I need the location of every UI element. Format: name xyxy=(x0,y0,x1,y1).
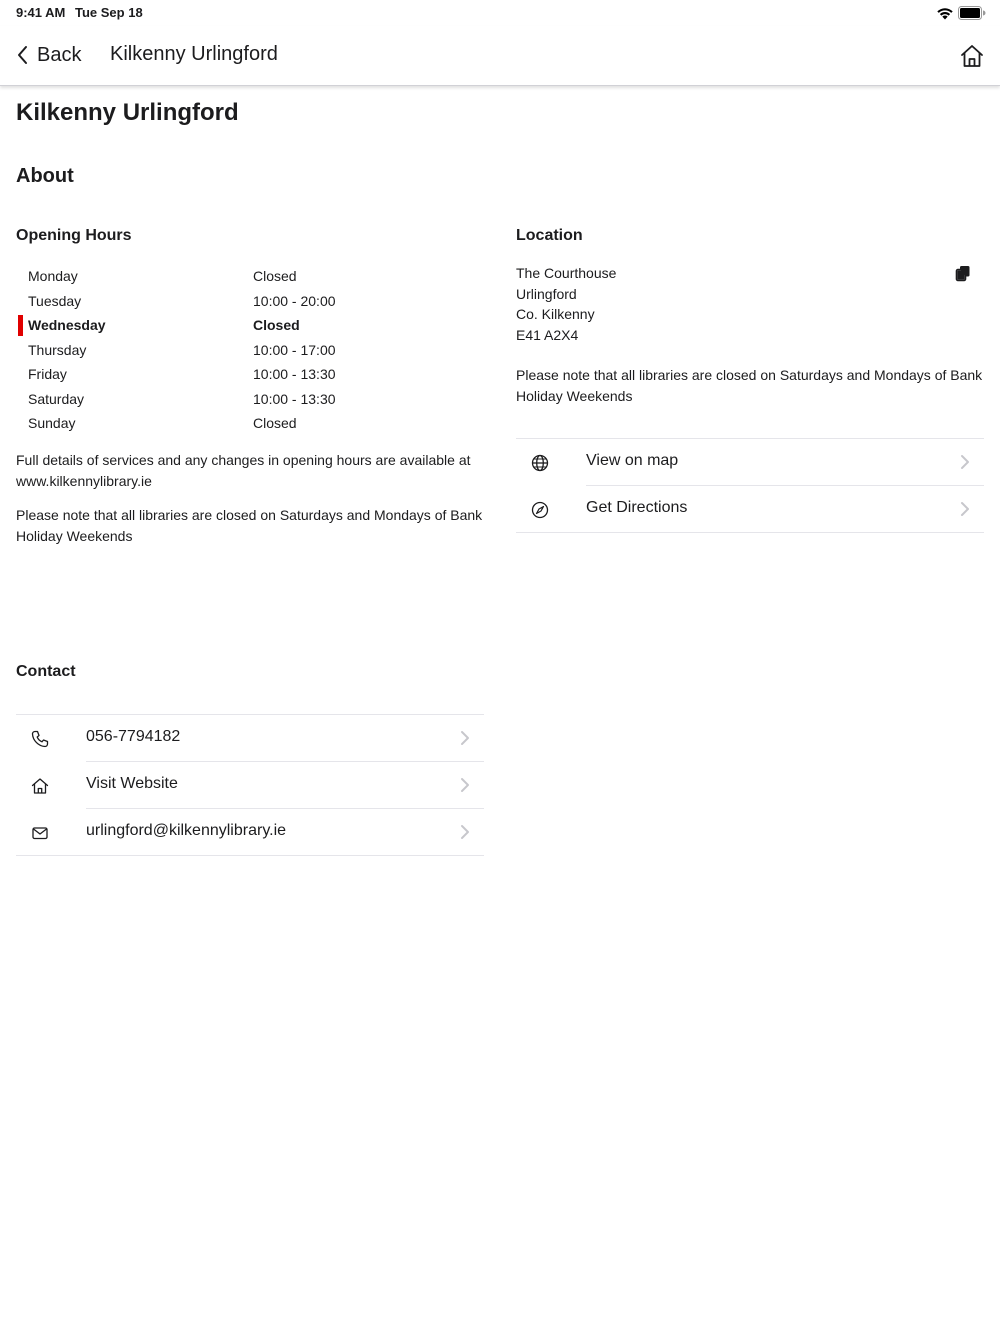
divider xyxy=(516,532,984,533)
battery-icon xyxy=(958,6,986,20)
hours-row xyxy=(16,411,486,436)
email-row[interactable] xyxy=(16,809,484,856)
view-on-map-label: View on map xyxy=(586,452,679,469)
hours-time: Closed xyxy=(253,415,297,431)
contact-heading: Contact xyxy=(16,663,76,680)
chevron-right-icon xyxy=(460,824,470,840)
hours-day: Monday xyxy=(28,268,78,284)
hours-row xyxy=(16,362,486,387)
mail-icon xyxy=(30,823,50,843)
note-line: Holiday Weekends xyxy=(516,387,633,404)
wifi-icon xyxy=(936,6,954,20)
hours-day: Saturday xyxy=(28,390,85,407)
phone-row[interactable] xyxy=(16,715,484,762)
hours-time: 10:00 - 17:00 xyxy=(253,341,336,358)
view-on-map-row[interactable] xyxy=(516,439,984,486)
chevron-right-icon xyxy=(460,777,470,793)
phone-number-label: 056-7794182 xyxy=(86,728,181,745)
hours-day: Sunday xyxy=(28,415,76,431)
hours-day: Friday xyxy=(28,366,67,382)
get-directions-row[interactable] xyxy=(516,486,984,533)
hours-row xyxy=(16,289,486,314)
note-line: Please note that all libraries are closed on Saturdays and Mondays of Bank xyxy=(16,507,483,523)
opening-hours-details xyxy=(16,450,471,491)
status-time: 9:41 AM xyxy=(16,5,66,20)
divider xyxy=(16,855,484,856)
about-heading: About xyxy=(16,165,74,187)
copy-icon[interactable] xyxy=(955,265,971,283)
note-line: Holiday Weekends xyxy=(16,527,133,544)
note-line: Please note that all libraries are closed on Saturdays and Mondays of Bank xyxy=(516,367,983,383)
today-marker xyxy=(18,315,23,336)
hours-row xyxy=(16,387,486,412)
globe-icon xyxy=(530,453,550,473)
opening-hours-heading: Opening Hours xyxy=(16,227,132,244)
status-date: Tue Sep 18 xyxy=(75,5,143,20)
location-note xyxy=(516,365,982,406)
address-line: The Courthouse xyxy=(516,265,617,281)
status-bar xyxy=(0,0,1000,26)
phone-icon xyxy=(30,729,50,749)
hours-row xyxy=(16,313,486,338)
hours-time: Closed xyxy=(253,268,297,284)
address-line: Urlingford xyxy=(516,285,577,302)
hours-day: Thursday xyxy=(28,341,87,358)
address xyxy=(516,263,616,345)
back-button[interactable] xyxy=(12,40,81,70)
visit-website-label: Visit Website xyxy=(86,775,178,792)
hours-row xyxy=(16,264,486,289)
chevron-left-icon xyxy=(12,40,32,70)
get-directions-label: Get Directions xyxy=(586,499,688,516)
website-link-text[interactable]: www.kilkennylibrary.ie xyxy=(16,472,152,489)
opening-hours-table xyxy=(16,264,486,436)
address-line: E41 A2X4 xyxy=(516,326,579,343)
email-label: urlingford@kilkennylibrary.ie xyxy=(86,822,287,839)
home-icon[interactable] xyxy=(958,42,986,70)
hours-row xyxy=(16,338,486,363)
back-label: Back xyxy=(37,43,82,66)
hours-day: Tuesday xyxy=(28,292,82,309)
chevron-right-icon xyxy=(960,454,970,470)
home-icon xyxy=(30,776,50,796)
bank-holiday-note xyxy=(16,505,482,546)
details-text: Full details of services and any changes in opening hours are available at xyxy=(16,452,471,468)
contact-list xyxy=(16,714,484,856)
hours-time: 10:00 - 20:00 xyxy=(253,292,336,309)
hours-time: Closed xyxy=(253,317,300,333)
chevron-right-icon xyxy=(460,730,470,746)
compass-icon xyxy=(530,500,550,520)
page-title: Kilkenny Urlingford xyxy=(16,99,239,126)
address-line: Co. Kilkenny xyxy=(516,306,595,322)
location-heading: Location xyxy=(516,227,583,244)
nav-title: Kilkenny Urlingford xyxy=(110,43,278,65)
hours-time: 10:00 - 13:30 xyxy=(253,366,336,382)
visit-website-row[interactable] xyxy=(16,762,484,809)
location-actions-list xyxy=(516,438,984,533)
hours-time: 10:00 - 13:30 xyxy=(253,390,336,407)
chevron-right-icon xyxy=(960,501,970,517)
navigation-bar xyxy=(0,26,1000,86)
hours-day: Wednesday xyxy=(28,317,106,333)
